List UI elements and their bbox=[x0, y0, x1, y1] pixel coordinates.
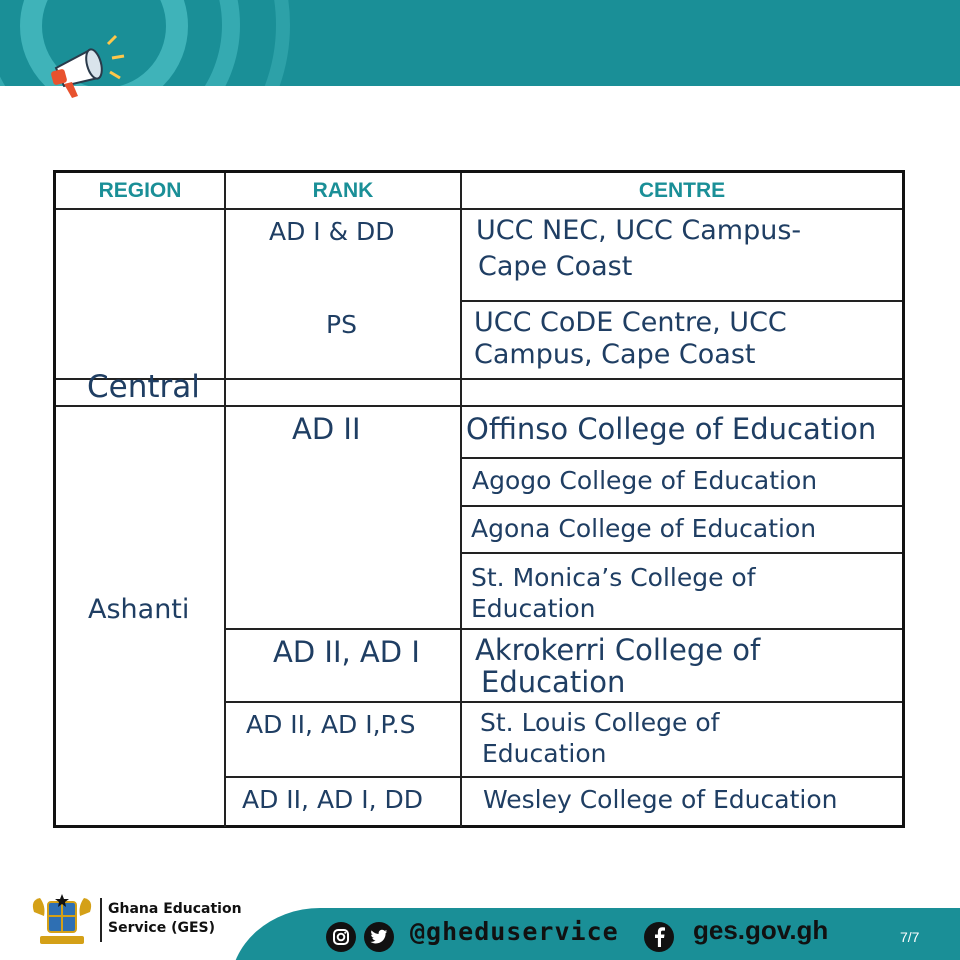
rank-cell-ad-ii-ad-i bbox=[226, 630, 462, 703]
region-ashanti: Ashanti bbox=[88, 594, 190, 625]
centre-akrokerri-line1: Akrokerri College of bbox=[475, 633, 761, 667]
rank-cell-central bbox=[226, 210, 462, 380]
header-banner bbox=[0, 0, 960, 86]
centre-ucc-code-line2: Campus, Cape Coast bbox=[474, 339, 756, 370]
social-handle[interactable]: @gheduservice bbox=[410, 917, 619, 946]
region-central: Central bbox=[87, 369, 200, 405]
spacer-cell bbox=[56, 380, 226, 407]
ghana-coat-of-arms-icon bbox=[28, 892, 96, 948]
centre-cell-wesley bbox=[462, 778, 902, 827]
centre-cell-offinso bbox=[462, 407, 902, 459]
rank-ps: PS bbox=[326, 310, 357, 339]
header-rank: RANK bbox=[226, 173, 462, 210]
centre-cell-akrokerri bbox=[462, 630, 902, 703]
header-centre: CENTRE bbox=[462, 173, 902, 210]
facebook-icon[interactable] bbox=[644, 922, 674, 952]
logo-divider bbox=[100, 898, 102, 942]
centre-st-monica-line2: Education bbox=[471, 594, 596, 623]
centre-offinso: Offinso College of Education bbox=[466, 412, 877, 446]
centre-cell-agona bbox=[462, 507, 902, 554]
centre-wesley: Wesley College of Education bbox=[483, 785, 838, 814]
rank-ad-ii-ad-i: AD II, AD I bbox=[273, 635, 420, 669]
centre-cell-ucc-nec bbox=[462, 210, 902, 302]
centre-st-monica-line1: St. Monica’s College of bbox=[471, 563, 756, 592]
centre-ucc-nec-line1: UCC NEC, UCC Campus- bbox=[476, 215, 802, 246]
rank-ad-ii-ad-i-ps: AD II, AD I,P.S bbox=[246, 710, 416, 739]
rank-cell-ad-ii-ad-i-ps bbox=[226, 703, 462, 778]
rank-cell-ad-ii-ad-i-dd bbox=[226, 778, 462, 827]
header-region: REGION bbox=[56, 173, 226, 210]
centre-cell-ucc-code bbox=[462, 302, 902, 380]
website-link[interactable]: ges.gov.gh bbox=[693, 915, 829, 945]
centre-agogo: Agogo College of Education bbox=[472, 466, 818, 495]
centre-cell-st-monica bbox=[462, 554, 902, 630]
centre-akrokerri-line2: Education bbox=[481, 665, 626, 699]
rank-ad-i-dd: AD I & DD bbox=[269, 217, 395, 246]
centre-agona: Agona College of Education bbox=[471, 514, 817, 543]
schedule-table bbox=[53, 170, 905, 828]
spacer-cell bbox=[226, 380, 462, 407]
twitter-icon[interactable] bbox=[364, 922, 394, 952]
centre-ucc-code-line1: UCC CoDE Centre, UCC bbox=[474, 307, 787, 338]
region-cell-central bbox=[56, 210, 226, 405]
ges-logo-text: Ghana Education Service (GES) bbox=[108, 901, 242, 936]
instagram-icon[interactable] bbox=[326, 922, 356, 952]
centre-ucc-nec-line2: Cape Coast bbox=[478, 251, 633, 282]
region-cell-ashanti bbox=[56, 407, 226, 827]
centre-cell-st-louis bbox=[462, 703, 902, 778]
rank-ad-ii: AD II bbox=[292, 412, 361, 446]
centre-st-louis-line2: Education bbox=[482, 739, 607, 768]
megaphone-icon bbox=[50, 30, 130, 100]
centre-cell-agogo bbox=[462, 459, 902, 507]
rank-cell-ad-ii bbox=[226, 407, 462, 630]
spacer-cell bbox=[462, 380, 902, 407]
centre-st-louis-line1: St. Louis College of bbox=[480, 708, 720, 737]
page-number: 7/7 bbox=[900, 929, 920, 945]
rank-ad-ii-ad-i-dd: AD II, AD I, DD bbox=[242, 785, 424, 814]
